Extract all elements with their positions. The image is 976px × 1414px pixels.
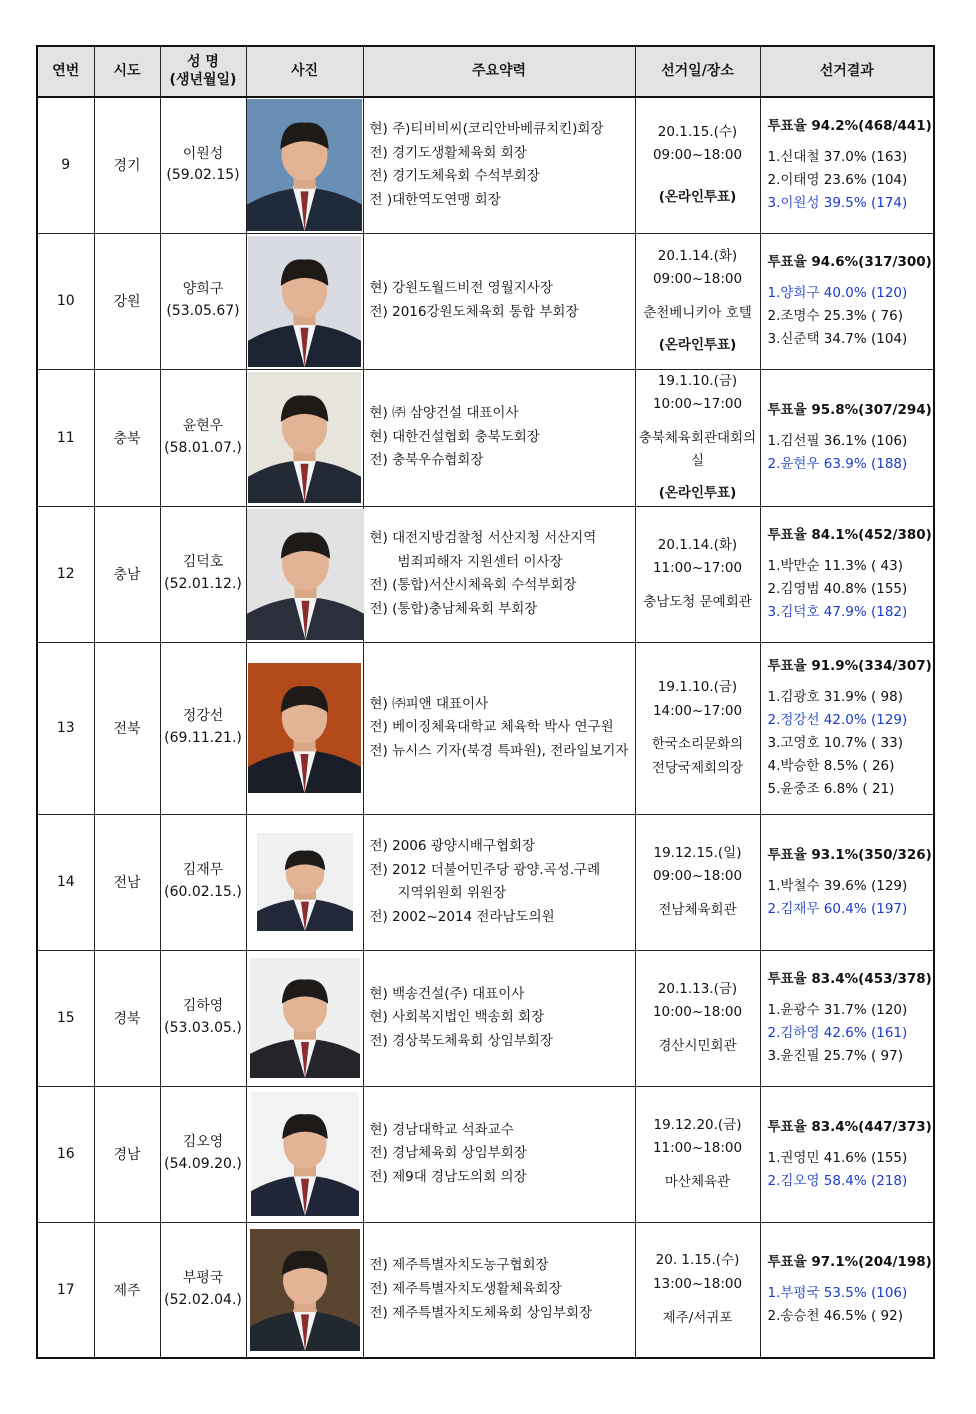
row-number: 15 [37,950,94,1086]
candidate-photo [257,833,353,931]
candidate-photo [250,958,360,1078]
candidate-name-cell [160,814,246,950]
result-cell [760,814,934,950]
candidate-name-cell [160,642,246,814]
candidate-birthdate: (69.11.21.) [164,730,242,747]
candidate-birthdate: (59.02.15) [166,167,240,184]
candidate-result: 1.부평국 53.5% (106) [767,1285,908,1302]
table-row [37,950,934,1086]
photo-cell [246,950,363,1086]
election-place: 전당국제회의장 [651,759,744,776]
candidate-result: 2.이태영 23.6% (104) [767,172,908,189]
career-line: 현) 주)티비비씨(코리안바베큐치킨)회장 [369,121,604,137]
candidate-name: 부평국 [182,1270,224,1287]
election-cell [635,814,760,950]
header-career: 주요약력 [363,46,635,97]
candidate-name-cell [160,369,246,506]
online-vote-label: (온라인투표) [658,336,737,353]
region-name: 전남 [94,814,160,950]
election-time: 11:00~18:00 [652,1140,743,1157]
candidate-photo [248,236,361,367]
candidate-name-cell [160,1222,246,1358]
election-date: 20.1.15.(수) [657,123,738,140]
result-cell [760,950,934,1086]
candidate-result: 4.박승한 8.5% ( 26) [767,758,895,775]
region-name: 충남 [94,506,160,642]
candidate-name: 김덕호 [182,554,224,571]
photo-cell [246,97,363,233]
election-date: 20.1.14.(화) [657,536,738,553]
table-row [37,506,934,642]
career-line: 전) 경남체육회 상임부회장 [369,1145,527,1162]
election-place: 경산시민회관 [658,1037,737,1054]
election-time: 09:00~18:00 [652,271,743,288]
result-cell [760,1086,934,1222]
candidate-result: 1.양희구 40.0% (120) [767,285,908,302]
candidate-birthdate: (58.01.07.) [164,439,242,456]
candidate-birthdate: (53.05.67) [166,303,240,319]
career-line: 전) 경상북도체육회 상임부회장 [369,1032,553,1049]
career-cell [363,233,635,369]
region-name: 전북 [94,642,160,814]
row-number: 11 [37,369,94,506]
career-line: 범죄피해자 지원센터 이사장 [397,553,563,570]
turnout: 투표율 91.9%(334/307) [767,658,932,675]
table-row [37,369,934,506]
election-date: 19.12.15.(일) [653,844,742,861]
candidate-result: 3.윤진필 25.7% ( 97) [767,1048,903,1065]
candidate-result: 1.김광호 31.9% ( 98) [767,689,903,706]
election-date: 20.1.13.(금) [657,980,738,997]
photo-cell [246,1222,363,1358]
table-row [37,1086,934,1222]
candidate-result: 1.박철수 39.6% (129) [767,877,908,894]
election-time: 10:00~17:00 [652,396,743,413]
result-cell [760,1222,934,1358]
row-number: 14 [37,814,94,950]
photo-cell [246,369,363,506]
election-cell [635,369,760,506]
career-cell [363,97,635,233]
candidate-name: 윤현우 [182,417,224,434]
career-line: 현) 대전지방검찰청 서산지청 서산지역 [369,529,597,546]
election-cell [635,506,760,642]
career-line: 전) 제주특별자치도생활체육회장 [369,1281,562,1298]
online-vote-label: (온라인투표) [658,485,737,501]
career-line: 전) 제주특별자치도체육회 상임부회장 [369,1304,593,1321]
online-vote-label: (온라인투표) [658,189,737,206]
career-line: 현) 사회복지법인 백송회 회장 [369,1009,545,1026]
region-name: 제주 [94,1222,160,1358]
header-election: 선거일/장소 [635,46,760,97]
row-number: 17 [37,1222,94,1358]
career-cell [363,1086,635,1222]
career-cell [363,642,635,814]
region-name: 경남 [94,1086,160,1222]
candidate-name: 김재무 [182,862,224,879]
candidate-name-cell [160,233,246,369]
header-row [37,46,934,97]
header-name [160,46,246,97]
region-name: 경기 [94,97,160,233]
candidate-result: 3.김덕호 47.9% (182) [767,604,908,621]
candidate-result: 2.조명수 25.3% ( 76) [767,308,903,324]
career-line: 전) 경기도체육회 수석부회장 [369,168,540,185]
candidate-photo [251,1092,359,1216]
candidate-result: 2.김오영 58.4% (218) [767,1172,908,1189]
election-place: 마산체육관 [664,1173,731,1190]
career-cell [363,506,635,642]
candidate-name-cell [160,1086,246,1222]
photo-cell [246,1086,363,1222]
header-no: 연번 [37,46,94,97]
career-line: 현) 대한건설협회 충북도회장 [369,428,540,445]
career-line: 현) 백송건설(주) 대표이사 [369,985,525,1002]
table-row [37,233,934,369]
candidate-result: 1.윤광수 31.7% (120) [767,1002,908,1019]
career-line: 전) 2016강원도체육회 통합 부회장 [369,304,579,320]
candidate-birthdate: (53.03.05.) [164,1020,242,1037]
career-line: 전) 베이징체육대학교 체육학 박사 연구원 [369,719,614,736]
career-line: 전) (통합)충남체육회 부회장 [369,600,538,617]
election-date: 20. 1.15.(수) [655,1252,740,1269]
election-place: 충북체육회관대회의실 [638,429,757,470]
candidate-result: 2.송승천 46.5% ( 92) [767,1308,903,1325]
election-cell [635,97,760,233]
candidate-name: 이원성 [182,145,224,162]
career-line: 현) 경남대학교 석좌교수 [369,1121,514,1138]
candidate-birthdate: (52.01.12.) [164,576,242,593]
row-number: 9 [37,97,94,233]
election-cell [635,233,760,369]
career-line: 전) 충북우슈협회장 [369,452,484,469]
result-cell [760,233,934,369]
election-date: 19.1.10.(금) [657,372,738,389]
region-name: 경북 [94,950,160,1086]
photo-cell [246,814,363,950]
career-line: 전) (통합)서산시체육회 수석부회장 [369,577,577,594]
candidate-birthdate: (60.02.15.) [164,884,242,901]
turnout: 투표율 97.1%(204/198) [767,1254,932,1271]
career-line: 전) 2002~2014 전라남도의원 [369,908,555,925]
candidate-photo [250,1229,360,1351]
photo-cell [246,506,363,642]
election-date: 19.12.20.(금) [653,1116,742,1133]
row-number: 13 [37,642,94,814]
result-cell [760,369,934,506]
candidate-name-cell [160,97,246,233]
career-line: 지역위원회 위원장 [397,885,507,902]
candidate-result: 2.김하영 42.6% (161) [767,1025,908,1042]
header-region: 시도 [94,46,160,97]
candidate-result: 1.권영민 41.6% (155) [767,1149,908,1166]
table-row [37,642,934,814]
candidate-result: 3.고영호 10.7% ( 33) [767,735,903,752]
election-time: 09:00~18:00 [652,868,743,885]
election-place: 한국소리문화의 [651,736,744,753]
header-result: 선거결과 [760,46,934,97]
candidate-result: 1.박만순 11.3% ( 43) [767,558,903,575]
election-cell [635,950,760,1086]
header-name-sub: (생년월일) [169,71,237,88]
election-time: 11:00~17:00 [652,560,743,577]
candidate-name-cell [160,506,246,642]
candidate-photo [247,99,362,231]
election-place: 제주/서귀포 [662,1309,733,1326]
candidate-photo [248,663,361,793]
career-cell [363,950,635,1086]
turnout: 투표율 94.6%(317/300) [767,254,932,271]
career-line: 전) 뉴시스 기자(북경 특파원), 전라일보기자 [369,742,629,759]
election-cell [635,1222,760,1358]
result-cell [760,642,934,814]
election-time: 14:00~17:00 [652,702,743,719]
career-line: 전) 제9대 경남도의회 의장 [369,1168,527,1185]
region-name: 충북 [94,369,160,506]
candidate-birthdate: (52.02.04.) [164,1291,242,1308]
candidate-name: 정강선 [182,708,224,725]
candidate-name-cell [160,950,246,1086]
career-line: 전 )대한역도연맹 회장 [369,191,501,208]
career-cell [363,814,635,950]
career-cell [363,369,635,506]
career-line: 전) 2012 더불어민주당 광양.곡성.구례 [369,861,601,878]
table-row [37,814,934,950]
photo-cell [246,233,363,369]
candidate-name: 양희구 [182,281,224,298]
candidate-result: 2.윤현우 63.9% (188) [767,456,908,473]
region-name: 강원 [94,233,160,369]
candidate-photo [247,509,364,640]
career-line: 전) 2006 광양시배구협회장 [369,837,536,854]
candidate-photo [248,372,361,503]
election-time: 13:00~18:00 [652,1276,743,1293]
result-cell [760,97,934,233]
candidate-result: 1.신대철 37.0% (163) [767,149,908,166]
election-date: 19.1.10.(금) [657,678,738,695]
election-results-table [36,45,935,1359]
header-photo: 사진 [246,46,363,97]
election-place: 춘천베니키아 호텔 [643,305,752,321]
table-row [37,1222,934,1358]
candidate-result: 3.이원성 39.5% (174) [767,195,908,212]
row-number: 12 [37,506,94,642]
election-cell [635,1086,760,1222]
election-place: 전남체육회관 [658,901,737,918]
career-line: 전) 경기도생활체육회 회장 [369,144,527,161]
career-line: 현) 강원도월드비전 영월지사장 [369,280,553,297]
candidate-result: 1.김선필 36.1% (106) [767,433,908,450]
career-line: 전) 제주특별자치도농구협회장 [369,1257,549,1274]
election-cell [635,642,760,814]
career-line: 현) ㈜ 삼양건설 대표이사 [369,405,519,422]
table-row [37,97,934,233]
result-cell [760,506,934,642]
election-time: 09:00~18:00 [652,147,743,164]
turnout: 투표율 84.1%(452/380) [767,527,932,544]
header-name-label: 성 명 [187,54,219,70]
candidate-birthdate: (54.09.20.) [164,1156,242,1173]
photo-cell [246,642,363,814]
turnout: 투표율 95.8%(307/294) [767,402,932,419]
turnout: 투표율 94.2%(468/441) [767,118,932,135]
election-time: 10:00~18:00 [652,1004,743,1021]
turnout: 투표율 83.4%(453/378) [767,971,932,988]
candidate-name: 김오영 [182,1134,224,1151]
candidate-result: 2.김영범 40.8% (155) [767,581,908,598]
career-line: 현) ㈜피앤 대표이사 [369,695,489,712]
election-place: 충남도청 문예회관 [643,593,752,610]
turnout: 투표율 83.4%(447/373) [767,1118,932,1135]
turnout: 투표율 93.1%(350/326) [767,846,932,863]
candidate-result: 3.신준택 34.7% (104) [767,330,908,347]
candidate-result: 2.정강선 42.0% (129) [767,712,908,729]
election-date: 20.1.14.(화) [657,247,738,264]
candidate-result: 2.김재무 60.4% (197) [767,900,908,917]
row-number: 10 [37,233,94,369]
candidate-name: 김하영 [182,998,224,1015]
career-cell [363,1222,635,1358]
row-number: 16 [37,1086,94,1222]
candidate-result: 5.윤중조 6.8% ( 21) [767,781,895,797]
